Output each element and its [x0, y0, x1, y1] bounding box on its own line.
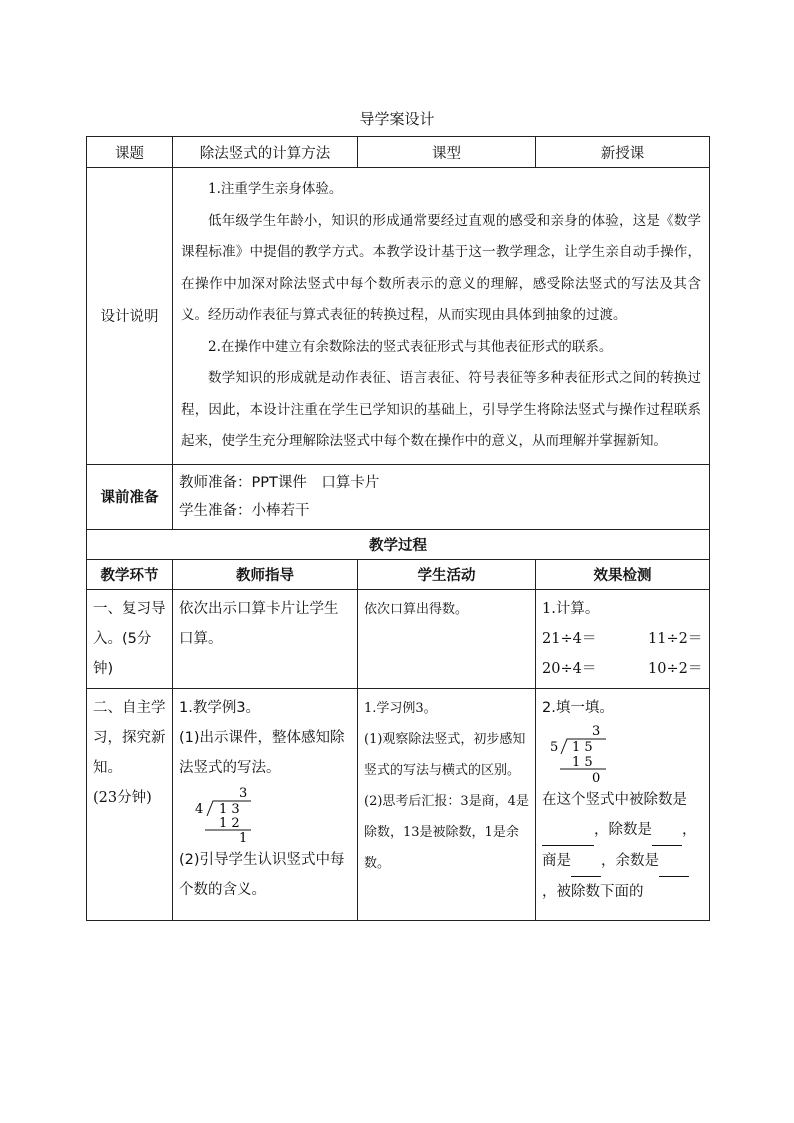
type-value: 新授课	[536, 137, 710, 168]
col-student: 学生活动	[358, 559, 536, 589]
fill-text-2: ，除数是	[594, 821, 652, 838]
calc-item: 11÷2＝	[648, 630, 703, 647]
dividend-digits: 1 5	[572, 739, 593, 755]
stage1-check	[536, 589, 710, 688]
stage2-check-title: 2.填一填。	[542, 699, 614, 716]
stage1-teacher: 依次出示口算卡片让学生口算。	[173, 589, 358, 688]
calc-item: 20÷4＝	[542, 660, 597, 677]
dividend-digits: 1 3	[219, 801, 240, 817]
design-row	[87, 168, 710, 465]
stage2-name: 二、自主学习，探究新知。	[93, 699, 166, 776]
page-title: 导学案设计	[359, 110, 435, 128]
stage1-check-title: 1.计算。	[542, 600, 600, 617]
type-label: 课型	[358, 137, 536, 168]
process-label: 教学过程	[87, 529, 710, 559]
teacher-step-3: (2)引导学生认识竖式中每个数的含义。	[179, 851, 345, 898]
process-row	[87, 529, 710, 559]
stage1-student: 依次口算出得数。	[358, 589, 536, 688]
stage1-name: 一、复习导入。(5分钟)	[87, 589, 173, 688]
design-label: 设计说明	[87, 168, 173, 465]
student-prep: 学生准备：小棒若干	[179, 502, 310, 519]
columns-row	[87, 559, 710, 589]
col-stage: 教学环节	[87, 559, 173, 589]
quotient-digit: 3	[239, 785, 248, 801]
teacher-step-1: 1.教学例3。	[179, 699, 261, 716]
product-digits: 1 5	[572, 754, 593, 770]
remainder-digit: 1	[239, 830, 248, 845]
fill-text-3: ，商是	[542, 821, 697, 869]
teacher-step-2: (1)出示课件，整体感知除法竖式的写法。	[179, 729, 345, 776]
prep-row	[87, 464, 710, 529]
remainder-digit: 0	[592, 770, 601, 785]
lesson-table	[86, 136, 710, 921]
blank-divisor[interactable]	[652, 815, 682, 846]
divisor-digit: 5	[550, 739, 559, 755]
design-paragraph: 2.在操作中建立有余数除法的竖式表征形式与其他表征形式的联系。	[208, 338, 613, 355]
fill-text-4: ，余数是	[601, 852, 659, 869]
blank-quotient[interactable]	[571, 846, 601, 877]
quotient-digit: 3	[592, 723, 601, 739]
divisor-digit: 4	[195, 801, 204, 817]
stage2-student	[358, 688, 536, 920]
stage2-row	[87, 688, 710, 920]
calc-item: 21÷4＝	[542, 630, 597, 647]
fill-text-5: ，被除数下面的	[542, 883, 644, 900]
blank-remainder[interactable]	[659, 846, 689, 877]
stage2-check	[536, 688, 710, 920]
teacher-prep: 教师准备：PPT课件 口算卡片	[179, 474, 380, 491]
topic-label: 课题	[87, 137, 173, 168]
prep-body	[173, 464, 710, 529]
design-paragraph: 1.注重学生亲身体验。	[208, 181, 343, 197]
design-paragraph: 数学知识的形成就是动作表征、语言表征、符号表征等多种表征形式之间的转换过程，因此，本设计注重在学生已学知识的基础上，引导学生将除法竖式与操作过程联系起来，使学生充分理解除法竖式中每个数在操作中的意义，从而理解并掌握新知。	[181, 370, 701, 449]
stage2-teacher	[173, 688, 358, 920]
teacher-long-division	[191, 783, 261, 845]
student-step-3: (2)思考后汇报：3是商，4是除数，13是被除数，1是余数。	[364, 793, 529, 871]
student-step-2: (1)观察除法竖式，初步感知竖式的写法与横式的区别。	[364, 731, 526, 778]
blank-dividend[interactable]	[542, 815, 594, 846]
stage2-name-cell	[87, 688, 173, 920]
stage1-row	[87, 589, 710, 688]
check-long-division	[548, 723, 618, 785]
calc-grid	[542, 624, 703, 684]
col-check: 效果检测	[536, 559, 710, 589]
stage2-time: (23分钟)	[93, 789, 152, 806]
fill-in-text	[542, 785, 703, 907]
design-body	[173, 168, 710, 465]
prep-label: 课前准备	[87, 464, 173, 529]
design-paragraph: 低年级学生年龄小，知识的形成通常要经过直观的感受和亲身的体验，这是《数学课程标准》中提倡的教学方式。本教学设计基于这一教学理念，让学生亲自动手操作，在操作中加深对除法竖式中每个数所表示的意义的理解，感受除法竖式的写法及其含义。经历动作表征与算式表征的转换过程，从而实现由具体到抽象的过渡。	[181, 212, 701, 323]
product-digits: 1 2	[219, 815, 240, 831]
student-step-1: 1.学习例3。	[364, 700, 437, 716]
topic-value: 除法竖式的计算方法	[173, 137, 358, 168]
fill-text-1: 在这个竖式中被除数是	[542, 791, 687, 808]
calc-item: 10÷2＝	[648, 660, 703, 677]
col-teacher: 教师指导	[173, 559, 358, 589]
header-row	[87, 137, 710, 168]
